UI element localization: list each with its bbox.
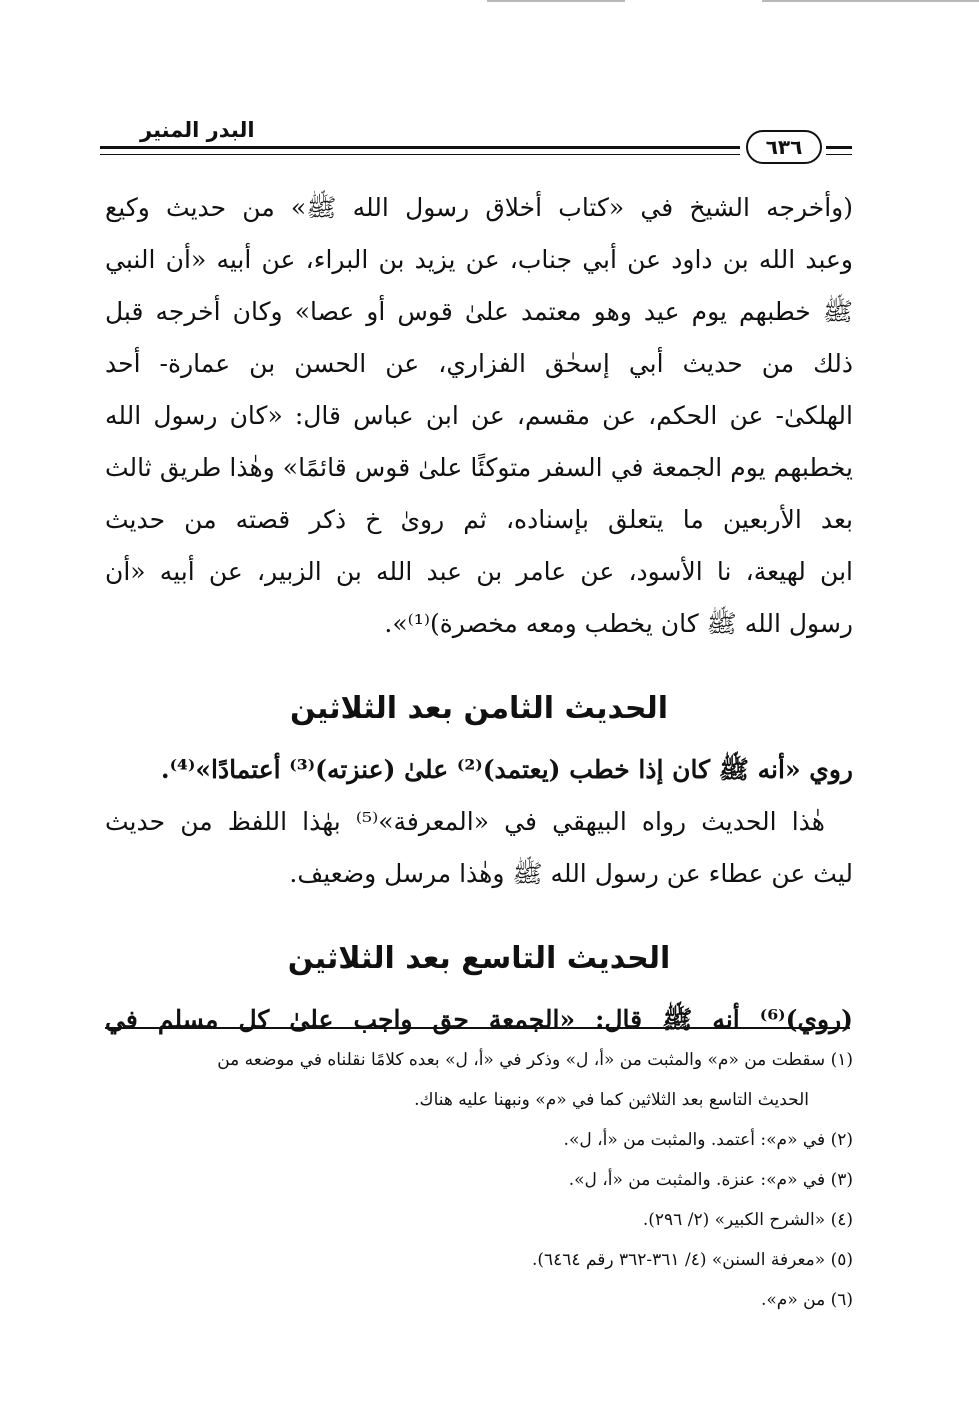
text-line: بعد الأربعين ما يتعلق بإسناده، ثم روىٰ خ ذكر قصته من حديث — [105, 505, 853, 534]
text-line: ليث عن عطاء عن رسول الله ﷺ وهٰذا مرسل وضعيف. — [289, 859, 853, 888]
scan-mark-right — [762, 0, 979, 2]
footnote: (٤) «الشرح الكبير» (٢/ ٢٩٦). — [642, 1210, 853, 1230]
text-line: ابن لهيعة، نا الأسود، عن عامر بن عبد الله بن الزبير، عن أبيه «أن — [105, 557, 853, 586]
header-rule-thick-right — [826, 146, 852, 149]
hadith-text: روي «أنه ﷺ كان إذا خطب (يعتمد)⁽²⁾ علىٰ (عنزته)⁽³⁾ أعتمادًا»⁽⁴⁾. — [160, 755, 853, 784]
header-rule-thick — [100, 146, 740, 149]
hadith-text: (روي)⁽⁶⁾ أنه ﷺ قال: «الجمعة حق واجب علىٰ كل مسلم في — [105, 1005, 853, 1034]
footnotes — [105, 1040, 853, 1320]
text-line: ﷺ خطبهم يوم عيد وهو معتمد علىٰ قوس أو عصا» وكان أخرجه قبل — [105, 297, 853, 326]
text-line: هٰذا الحديث رواه البيهقي في «المعرفة»⁽⁵⁾ بهٰذا اللفظ من حديث — [105, 807, 825, 836]
page-number: ٦٣٦ — [746, 130, 822, 164]
section-heading: الحديث الثامن بعد الثلاثين — [289, 691, 669, 726]
text-line: الهلكىٰ- عن الحكم، عن مقسم، عن ابن عباس قال: «كان رسول الله — [105, 401, 853, 430]
text-line: وعبد الله بن داود عن أبي جناب، عن يزيد بن البراء، عن أبيه «أن النبي — [105, 245, 853, 274]
scan-mark-left — [487, 0, 625, 2]
text-line: (وأخرجه الشيخ في «كتاب أخلاق رسول الله ﷺ» من حديث وكيع — [105, 193, 853, 222]
text-line: ذلك من حديث أبي إسحٰق الفزاري، عن الحسن بن عمارة- أحد — [105, 349, 853, 378]
footnote: (١) سقطت من «م» والمثبت من «أ، ل» وذكر في «أ، ل» بعده كلامًا نقلناه في موضعه من — [217, 1050, 853, 1070]
main-text — [105, 182, 853, 1046]
page-header — [100, 118, 852, 164]
footnote-separator — [105, 1027, 850, 1029]
text-line: رسول الله ﷺ كان يخطب ومعه مخصرة)⁽¹⁾». — [384, 609, 853, 638]
section-heading: الحديث التاسع بعد الثلاثين — [287, 941, 671, 976]
header-rule-thin-right — [826, 154, 852, 155]
header-rule-thin — [100, 154, 740, 155]
footnote: (٥) «معرفة السنن» (٤/ ٣٦١-٣٦٢ رقم ٦٤٦٤). — [531, 1250, 853, 1270]
spacer — [105, 650, 853, 674]
footnote: (٦) من «م». — [761, 1290, 853, 1310]
footnote: (٣) في «م»: عنزة. والمثبت من «أ، ل». — [568, 1170, 853, 1190]
text-line: يخطبهم يوم الجمعة في السفر متوكئًا علىٰ قوس قائمًا» وهٰذا طريق ثالث — [105, 453, 853, 482]
spacer — [105, 900, 853, 924]
footnote-continuation: الحديث التاسع بعد الثلاثين كما في «م» ونبهنا عليه هناك. — [414, 1090, 809, 1110]
footnote: (٢) في «م»: أعتمد. والمثبت من «أ، ل». — [563, 1130, 853, 1150]
running-title: البدر المنير — [140, 118, 255, 142]
